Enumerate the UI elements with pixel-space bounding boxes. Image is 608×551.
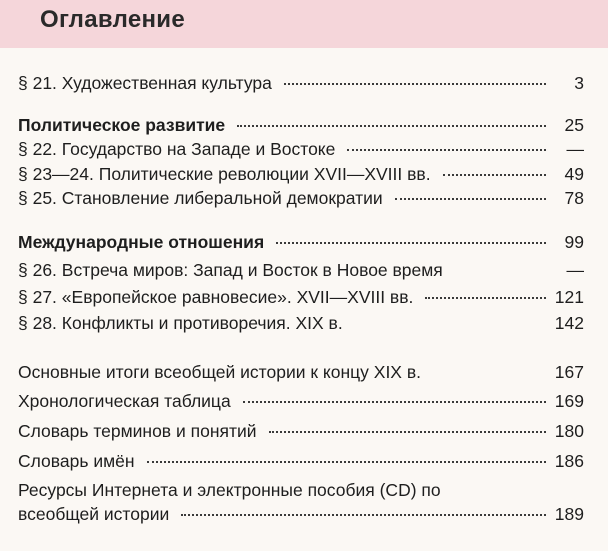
toc-entry-title: Словарь терминов и понятий [18, 421, 257, 441]
toc-entry[interactable] [18, 478, 584, 526]
dot-leader [269, 431, 546, 433]
toc-entry-page: 189 [554, 504, 584, 524]
toc-entry-title: § 22. Государство на Западе и Востоке [18, 139, 336, 159]
toc-entry-title: § 21. Художественная культура [18, 73, 272, 93]
toc-entry-title: Словарь имён [18, 451, 135, 471]
dot-leader [395, 198, 546, 200]
toc-entry-title: § 26. Встреча миров: Запад и Восток в Новое время [18, 260, 443, 280]
toc-entry[interactable] [18, 311, 584, 335]
toc-entry[interactable] [18, 419, 584, 443]
toc-entry[interactable] [18, 71, 584, 95]
toc-entry[interactable] [18, 389, 584, 413]
toc-entry-page: 169 [554, 391, 584, 411]
toc-heading-title: Международные отношения [18, 232, 265, 252]
toc-entry-page: 25 [564, 115, 584, 135]
dot-leader [237, 125, 546, 127]
toc-entry-title: § 23—24. Политические революции XVII—XVIII вв. [18, 164, 431, 184]
toc-entry-title: § 27. «Европейское равновесие». XVII—XVIII вв. [18, 287, 414, 307]
toc-entry-page: 186 [554, 451, 584, 471]
toc-entry-page: 180 [554, 421, 584, 441]
dot-leader [443, 174, 546, 176]
toc-entry-page: — [566, 260, 584, 280]
toc-entry-page: 167 [554, 362, 584, 382]
dot-leader [147, 461, 546, 463]
toc-entry[interactable] [18, 258, 584, 282]
dot-leader [276, 242, 546, 244]
toc-entry-line2 [18, 502, 584, 526]
toc-entry-page: 49 [564, 164, 584, 184]
toc-entry-page: — [566, 139, 584, 159]
toc-entry-page: 121 [554, 287, 584, 307]
toc-entry-page: 142 [554, 313, 584, 333]
toc-entry-page: 78 [564, 188, 584, 208]
dot-leader [284, 83, 546, 85]
toc-entry[interactable] [18, 360, 584, 384]
toc-entry-title: Хронологическая таблица [18, 391, 231, 411]
toc-entry[interactable] [18, 137, 584, 161]
dot-leader [243, 401, 546, 403]
toc-entry-title: § 28. Конфликты и противоречия. XIX в. [18, 313, 343, 333]
toc-entry-title-line1: Ресурсы Интернета и электронные пособия (CD) по [18, 480, 441, 500]
toc-entry[interactable] [18, 449, 584, 473]
toc-entry-title: Основные итоги всеобщей истории к концу XIX в. [18, 362, 422, 382]
toc-entry-page: 3 [574, 73, 584, 93]
dot-leader [425, 297, 546, 299]
toc-entry-page: 99 [564, 232, 584, 252]
toc-entry-title: § 25. Становление либеральной демократии [18, 188, 383, 208]
toc-entry-title-line2: всеобщей истории [18, 504, 170, 524]
toc-heading-title: Политическое развитие [18, 115, 226, 135]
dot-leader [347, 149, 546, 151]
toc-entry[interactable] [18, 285, 584, 309]
page-title: Оглавление [40, 6, 185, 33]
toc-section-heading[interactable] [18, 230, 584, 254]
toc-entry[interactable] [18, 162, 584, 186]
dot-leader [181, 514, 546, 516]
toc-section-heading[interactable] [18, 113, 584, 137]
toc-entry[interactable] [18, 186, 584, 210]
